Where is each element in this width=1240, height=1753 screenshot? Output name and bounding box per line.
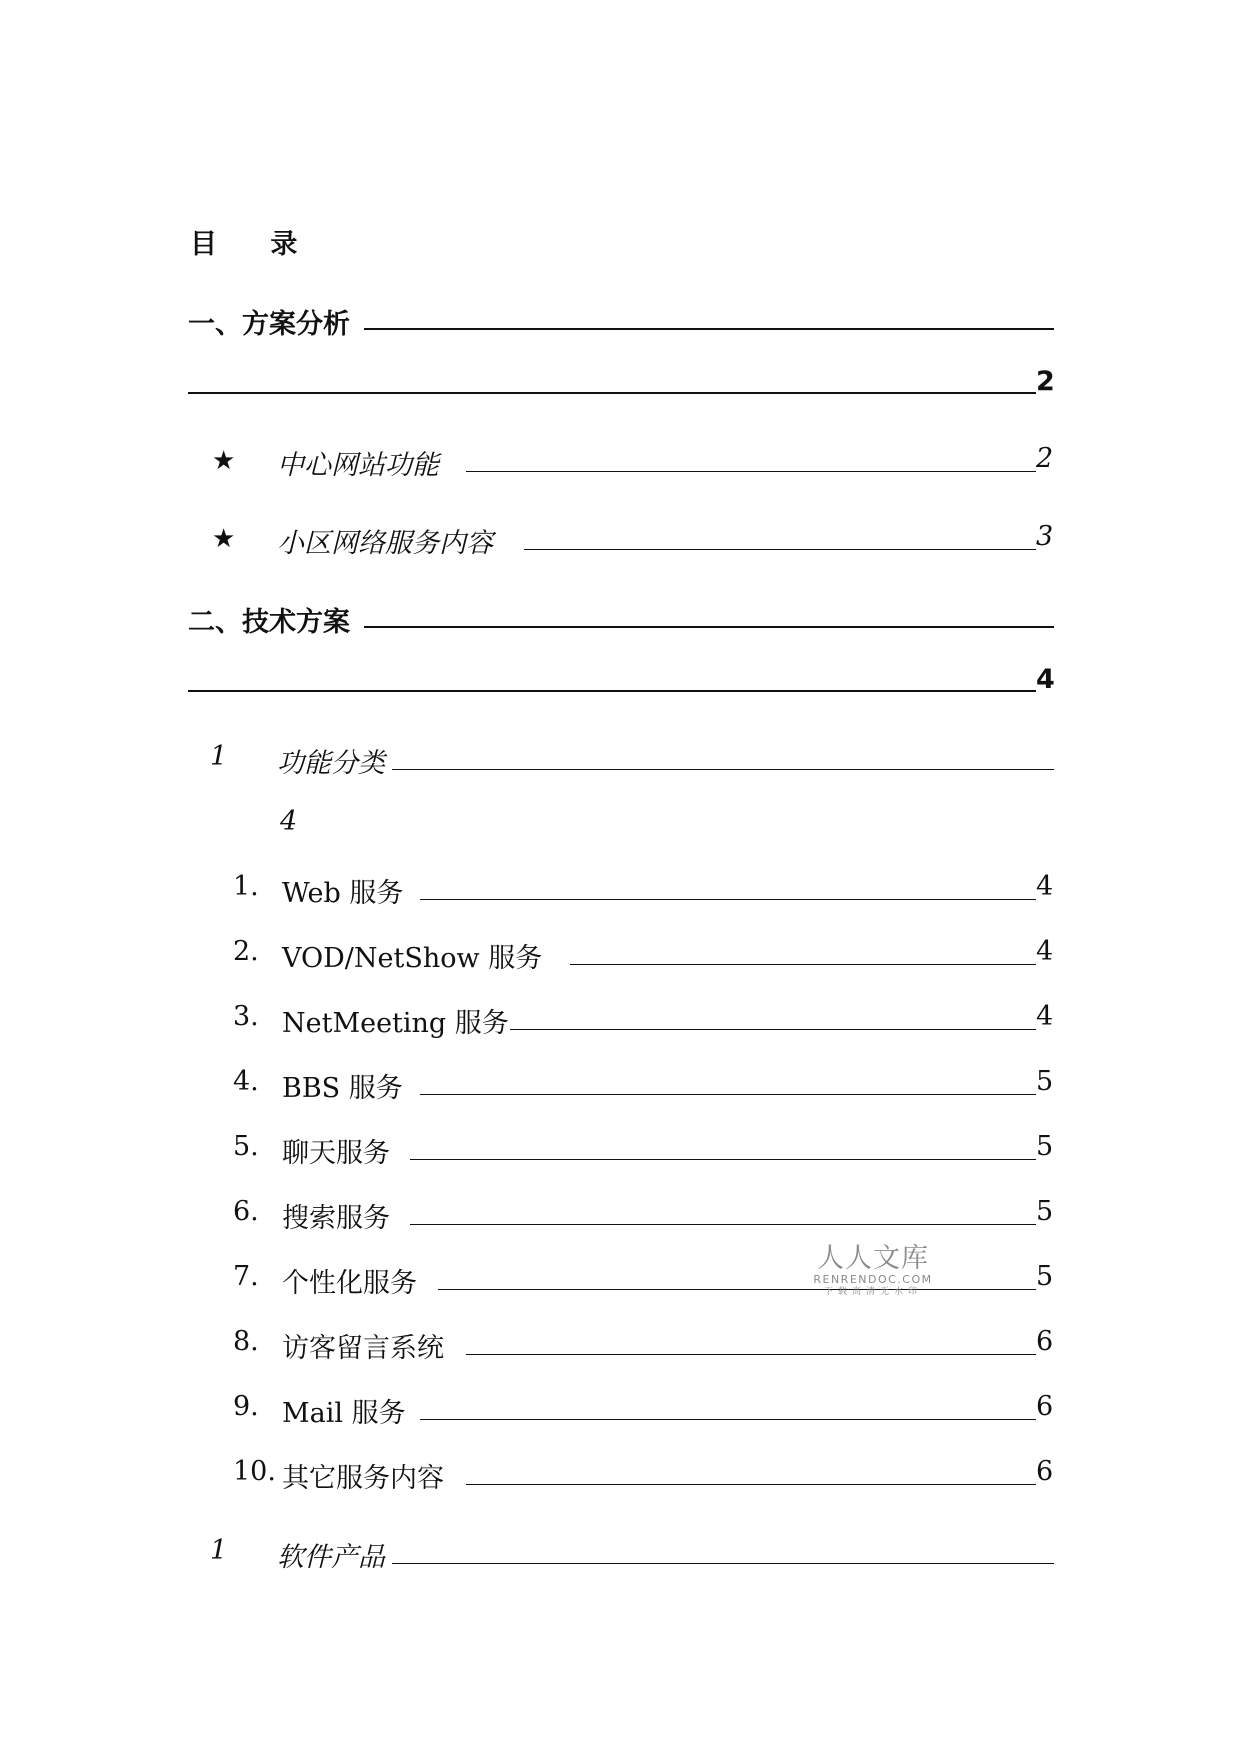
toc-item-number: 8.	[233, 1326, 259, 1357]
toc-item-number: 6.	[233, 1196, 259, 1227]
toc-item-label: 个性化服务	[282, 1268, 417, 1299]
leader-line	[570, 964, 1036, 965]
toc-page-number: 6	[1036, 1326, 1054, 1357]
leader-line	[410, 1159, 1036, 1160]
leader-line	[420, 1419, 1036, 1420]
watermark-url: RENRENDOC.COM	[813, 1273, 933, 1286]
toc-page-number: 4	[1036, 1001, 1054, 1032]
toc-page-number: 4	[280, 806, 298, 837]
toc-entry-label: 软件产品	[277, 1542, 385, 1573]
toc-item-label: 搜索服务	[282, 1203, 390, 1234]
toc-page-number: 4	[1036, 664, 1055, 695]
leader-line	[188, 392, 1036, 394]
toc-page-number: 5	[1036, 1131, 1054, 1162]
leader-line	[438, 1289, 1036, 1290]
toc-page-number: 2	[1036, 366, 1055, 397]
star-bullet-icon: ★	[212, 524, 236, 554]
toc-item-number: 3.	[233, 1001, 259, 1032]
toc-page-number: 2	[1036, 443, 1054, 474]
toc-item-label: 访客留言系统	[282, 1333, 444, 1364]
watermark-title: 人人文库	[817, 1243, 929, 1274]
toc-page-number: 5	[1036, 1066, 1054, 1097]
toc-entry-label: 功能分类	[277, 748, 385, 779]
leader-line	[364, 626, 1054, 628]
leader-line	[420, 1094, 1036, 1095]
toc-page-number: 5	[1036, 1261, 1054, 1292]
toc-item-number: 10.	[233, 1456, 276, 1487]
toc-entry-number: 1	[210, 1535, 228, 1566]
toc-item-label: Web 服务	[282, 878, 404, 909]
toc-item-number: 2.	[233, 936, 259, 967]
leader-line	[420, 899, 1036, 900]
toc-item-number: 9.	[233, 1391, 259, 1422]
toc-page-number: 6	[1036, 1391, 1054, 1422]
toc-item-number: 7.	[233, 1261, 259, 1292]
toc-page-number: 4	[1036, 871, 1054, 902]
toc-title: 目 录	[190, 229, 320, 260]
toc-item-label: Mail 服务	[282, 1398, 406, 1429]
toc-section-label: 一、方案分析	[188, 309, 350, 340]
toc-item-label: 聊天服务	[282, 1138, 390, 1169]
leader-line	[392, 1563, 1054, 1564]
toc-page-number: 5	[1036, 1196, 1054, 1227]
watermark-subtitle: 下载高清无水印	[823, 1287, 922, 1297]
toc-item-number: 4.	[233, 1066, 259, 1097]
leader-line	[524, 549, 1036, 550]
toc-page-number: 3	[1036, 521, 1054, 552]
leader-line	[466, 471, 1036, 472]
leader-line	[466, 1354, 1036, 1355]
toc-page-number: 4	[1036, 936, 1054, 967]
leader-line	[410, 1224, 1036, 1225]
toc-entry-label: 小区网络服务内容	[277, 528, 493, 559]
leader-line	[392, 769, 1054, 770]
toc-entry-number: 1	[210, 741, 228, 772]
toc-item-label: NetMeeting 服务	[282, 1008, 509, 1039]
toc-item-number: 5.	[233, 1131, 259, 1162]
leader-line	[364, 328, 1054, 330]
star-bullet-icon: ★	[212, 446, 236, 476]
toc-item-label: BBS 服务	[282, 1073, 403, 1104]
toc-item-label: VOD/NetShow 服务	[282, 943, 543, 974]
leader-line	[466, 1484, 1036, 1485]
toc-section-label: 二、技术方案	[188, 607, 350, 638]
toc-item-label: 其它服务内容	[282, 1463, 444, 1494]
leader-line	[510, 1029, 1036, 1030]
toc-page-number: 6	[1036, 1456, 1054, 1487]
toc-entry-label: 中心网站功能	[277, 450, 439, 481]
leader-line	[188, 690, 1036, 692]
toc-item-number: 1.	[233, 871, 259, 902]
watermark-logo	[808, 1245, 938, 1298]
